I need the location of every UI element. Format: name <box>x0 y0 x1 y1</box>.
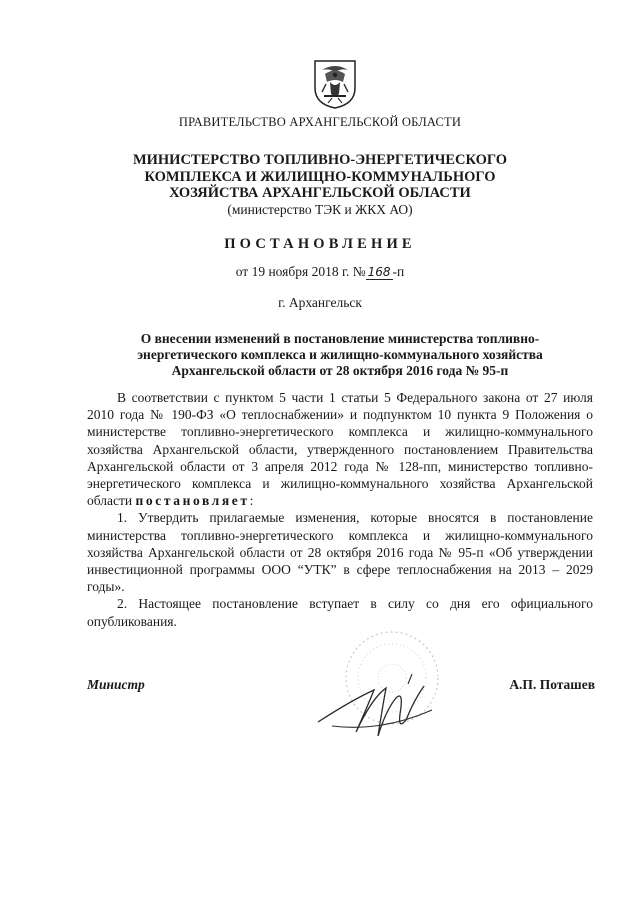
ministry-line: КОМПЛЕКСА И ЖИЛИЩНО-КОММУНАЛЬНОГО <box>144 168 496 185</box>
body-item-1: 1. Утвердить прилагаемые изменения, которые вносятся в постановление министерства топливно-энергетического комплекса и жилищно-коммунального хозяйства Архангельской области от 28 октября 2016 года № 95-п «Об утверждении инвестиционной программы ООО “УТК” в сфере теплоснабжения на 2013 – 2029 годы». <box>87 510 593 595</box>
body-intro-paragraph <box>87 389 593 509</box>
ministry-line: МИНИСТЕРСТВО ТОПЛИВНО-ЭНЕРГЕТИЧЕСКОГО <box>132 152 508 168</box>
subject-line: энергетического комплекса и жилищно-коммунального хозяйства <box>137 347 543 362</box>
document-date: от 19 ноября 2018 г. № <box>235 264 366 279</box>
document-number-handwritten: 168 <box>367 265 391 279</box>
signatory-title: Министр <box>87 677 145 692</box>
decree-word: постановляет <box>135 493 250 509</box>
ministry-line: ХОЗЯЙСТВА АРХАНГЕЛЬСКОЙ ОБЛАСТИ <box>169 185 471 201</box>
body-item-2: 2. Настоящее постановление вступает в силу со дня его официального опубликования. <box>87 596 593 629</box>
document-number-suffix: -п <box>392 264 405 279</box>
ministry-name <box>0 152 640 202</box>
signatory-name: А.П. Поташев <box>509 677 595 692</box>
government-name: ПРАВИТЕЛЬСТВО АРХАНГЕЛЬСКОЙ ОБЛАСТИ <box>178 115 462 129</box>
document-city: г. Архангельск <box>278 295 362 310</box>
handwritten-signature-icon <box>312 640 482 760</box>
body-intro: В соответствии с пунктом 5 части 1 статьи 5 Федерального закона от 27 июля 2010 года № 190-ФЗ «О теплоснабжении» и подпунктом 10 пункта 9 Положения о министерстве топливно-энергетического комплекса и жилищно-коммунального хозяйства Архангельской области, утвержденного постановлением Правительства Архангельской области от 3 апреля 2012 года № 128-пп, министерство топливно-энергетического комплекса и жилищно-коммунального хозяйства Архангельской области <box>87 390 593 509</box>
document-type: ПОСТАНОВЛЕНИЕ <box>224 236 416 252</box>
coat-of-arms-icon <box>312 58 358 110</box>
document-body <box>87 389 593 630</box>
body-intro-end: : <box>249 493 254 509</box>
ministry-short-name: (министерство ТЭК и ЖКХ АО) <box>227 202 413 217</box>
document-date-number <box>0 264 640 280</box>
subject-line: О внесении изменений в постановление министерства топливно- <box>140 331 540 346</box>
subject-line: Архангельской области от 28 октября 2016 года № 95-п <box>171 363 509 378</box>
document-subject <box>100 331 580 379</box>
